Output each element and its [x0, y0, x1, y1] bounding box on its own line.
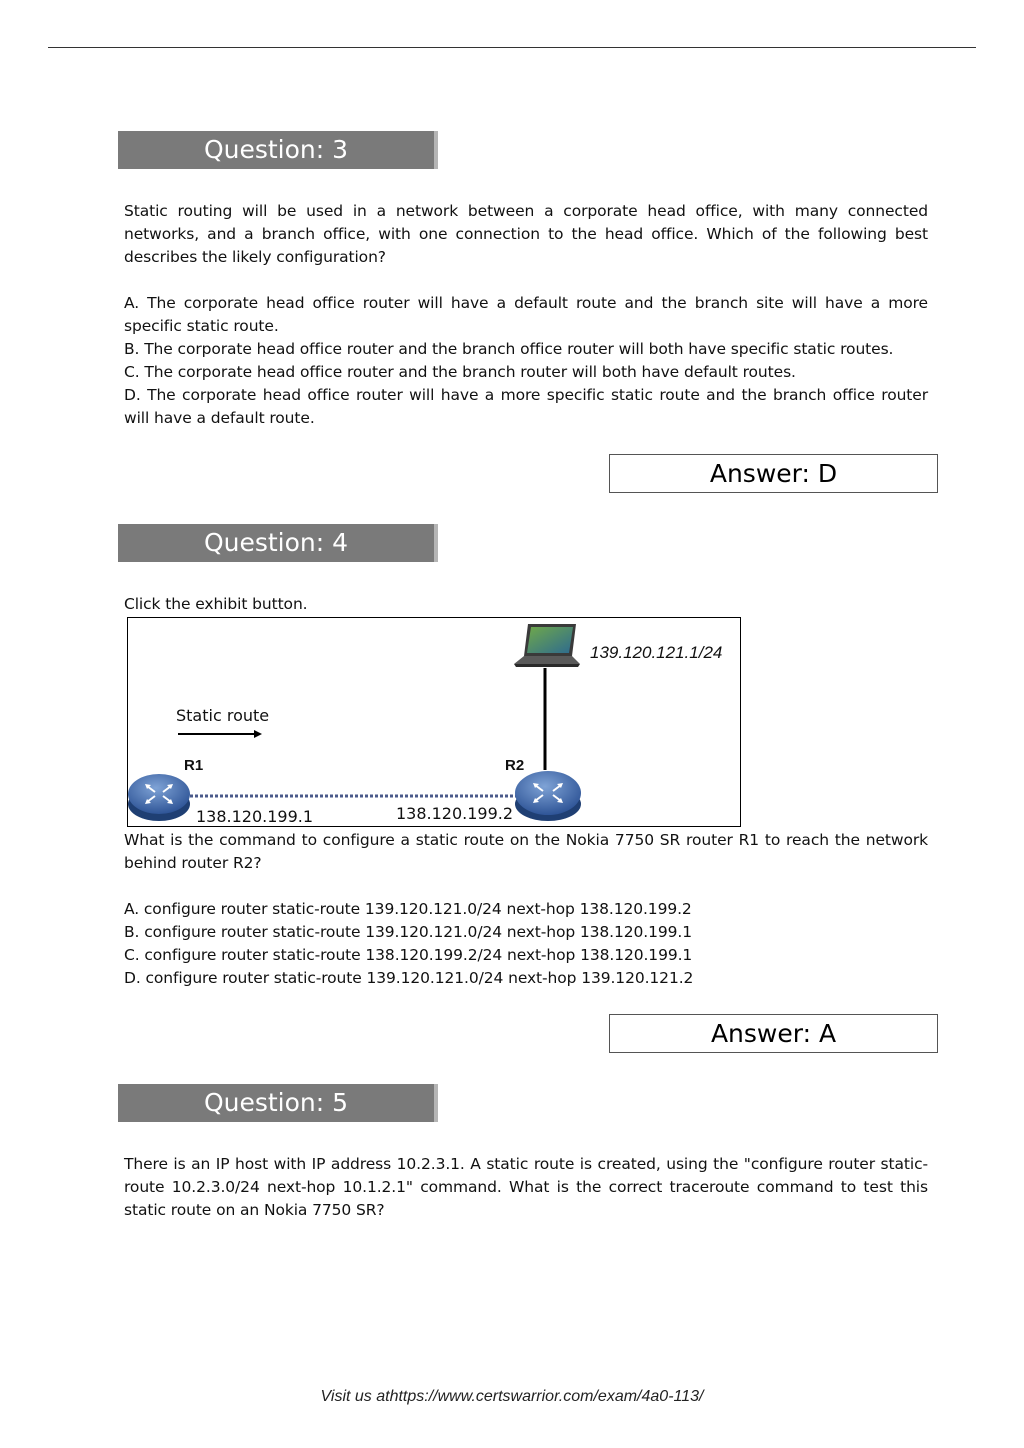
question-3-option-d: D. The corporate head office router will have a more specific static route and the branch office router will have a default route.	[124, 386, 928, 427]
footer-link-text: Visit us athttps://www.certswarrior.com/exam/4a0-113/	[320, 1388, 704, 1405]
r1-ip-label: 138.120.199.1	[196, 807, 314, 825]
question-4-intro: Click the exhibit button.	[124, 595, 308, 613]
host-ip-label: 139.120.121.1/24	[590, 643, 723, 662]
network-exhibit	[127, 617, 741, 827]
question-3-option-a: A. The corporate head office router will have a default route and the branch site will have a more specific static route.	[124, 294, 928, 335]
question-3-body	[124, 200, 928, 430]
question-4-option-c: C. configure router static-route 138.120.199.2/24 next-hop 138.120.199.1	[124, 946, 693, 964]
question-4-title: Question: 4	[203, 528, 349, 557]
question-5-stem: There is an IP host with IP address 10.2.3.1. A static route is created, using the "configure router static-route 10.2.3.0/24 next-hop 10.1.2.1" command. What is the correct traceroute command to test this static route on an Nokia 7750 SR?	[124, 1155, 928, 1219]
question-3-title: Question: 3	[203, 135, 349, 164]
question-4-option-d: D. configure router static-route 139.120.121.0/24 next-hop 139.120.121.2	[124, 969, 694, 987]
r1-label: R1	[184, 757, 204, 774]
question-3-banner	[118, 131, 438, 169]
laptop-icon	[514, 624, 580, 667]
question-4-option-a: A. configure router static-route 139.120.121.0/24 next-hop 138.120.199.2	[124, 900, 692, 918]
question-3-option-c: C. The corporate head office router and the branch router will both have default routes.	[124, 363, 796, 381]
question-4-option-b: B. configure router static-route 139.120.121.0/24 next-hop 138.120.199.1	[124, 923, 692, 941]
question-4-banner	[118, 524, 438, 562]
header-rule	[48, 47, 976, 48]
network-diagram	[128, 618, 739, 825]
router-r1-icon	[128, 774, 190, 821]
question-5-body	[124, 1153, 928, 1222]
question-3-answer: Answer: D	[609, 454, 938, 493]
question-4-stem: What is the command to configure a static route on the Nokia 7750 SR router R1 to reach the network behind router R2?	[124, 831, 928, 872]
r2-label: R2	[505, 757, 525, 774]
r2-ip-label: 138.120.199.2	[396, 804, 514, 823]
question-3-option-b: B. The corporate head office router and the branch office router will both have specific static routes.	[124, 340, 894, 358]
question-5-title: Question: 5	[203, 1088, 349, 1117]
question-5-banner	[118, 1084, 438, 1122]
arrow-right-icon	[178, 730, 262, 738]
question-4-body	[124, 829, 928, 990]
question-3-stem: Static routing will be used in a network between a corporate head office, with many connected networks, and a branch office, with one connection to the head office. Which of the following best describes the likely configuration?	[124, 202, 928, 266]
question-4-answer: Answer: A	[609, 1014, 938, 1053]
router-r2-icon	[515, 771, 581, 821]
static-route-label: Static route	[176, 706, 270, 725]
